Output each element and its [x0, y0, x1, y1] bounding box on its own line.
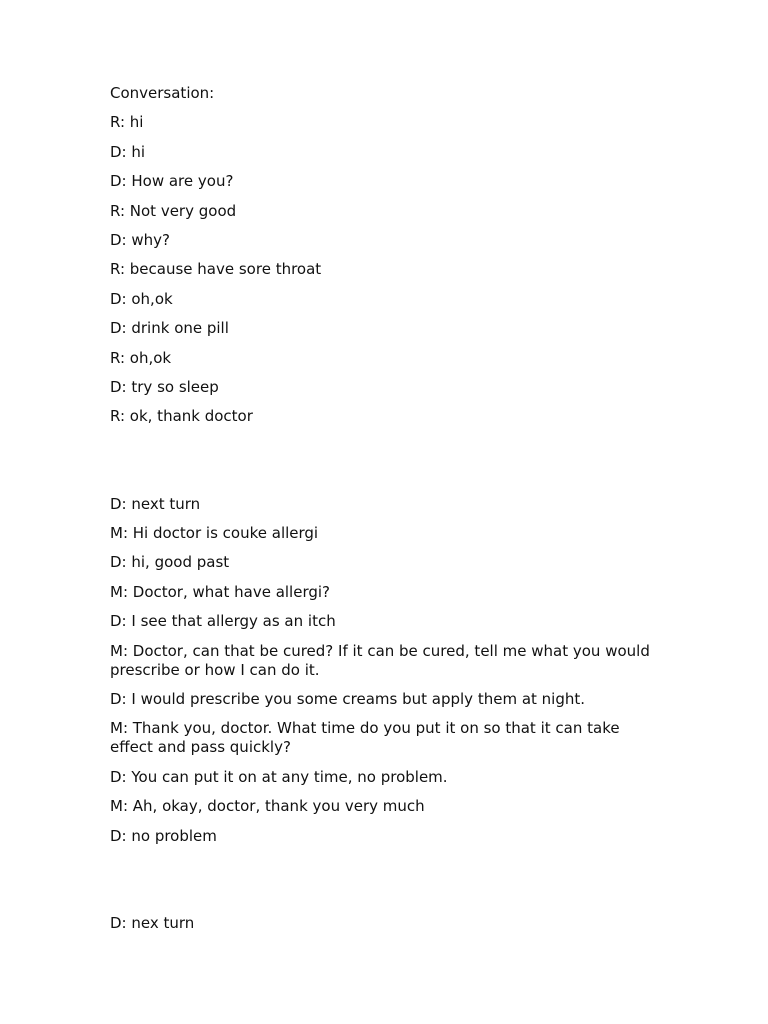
- blank-space: [110, 437, 650, 495]
- dialogue-line: D: next turn: [110, 494, 201, 513]
- dialogue-line: M: Hi doctor is couke allergi: [110, 524, 319, 543]
- dialogue-line: M: Thank you, doctor. What time do you put it on so that it can take effect and pass quickly?: [110, 719, 620, 757]
- dialogue-line: R: hi: [110, 113, 144, 132]
- dialogue-line: D: I would prescribe you some creams but apply them at night.: [110, 690, 586, 709]
- dialogue-line: D: no problem: [110, 826, 217, 845]
- dialogue-line: R: because have sore throat: [110, 260, 322, 279]
- dialogue-line: R: ok, thank doctor: [110, 407, 253, 426]
- dialogue-line: D: You can put it on at any time, no problem.: [110, 767, 448, 786]
- dialogue-line: M: Doctor, can that be cured? If it can be cured, tell me what you would prescribe or how I can do it.: [110, 641, 650, 679]
- dialogue-line: M: Doctor, what have allergi?: [110, 582, 330, 601]
- dialogue-line: D: oh,ok: [110, 289, 173, 308]
- dialogue-line: D: hi, good past: [110, 553, 230, 572]
- dialogue-line: D: drink one pill: [110, 319, 229, 338]
- dialogue-line: D: try so sleep: [110, 377, 219, 396]
- dialogue-line: D: I see that allergy as an itch: [110, 612, 336, 631]
- dialogue-line: M: Ah, okay, doctor, thank you very much: [110, 797, 425, 816]
- blank-space: [110, 856, 650, 914]
- dialogue-line: D: How are you?: [110, 172, 234, 191]
- dialogue-line: D: why?: [110, 230, 170, 249]
- dialogue-line: D: hi: [110, 142, 146, 161]
- dialogue-line: D: nex turn: [110, 913, 195, 932]
- dialogue-line: R: oh,ok: [110, 348, 172, 367]
- conversation-heading: Conversation:: [110, 84, 215, 102]
- document-page: [110, 84, 650, 943]
- dialogue-line: R: Not very good: [110, 201, 237, 220]
